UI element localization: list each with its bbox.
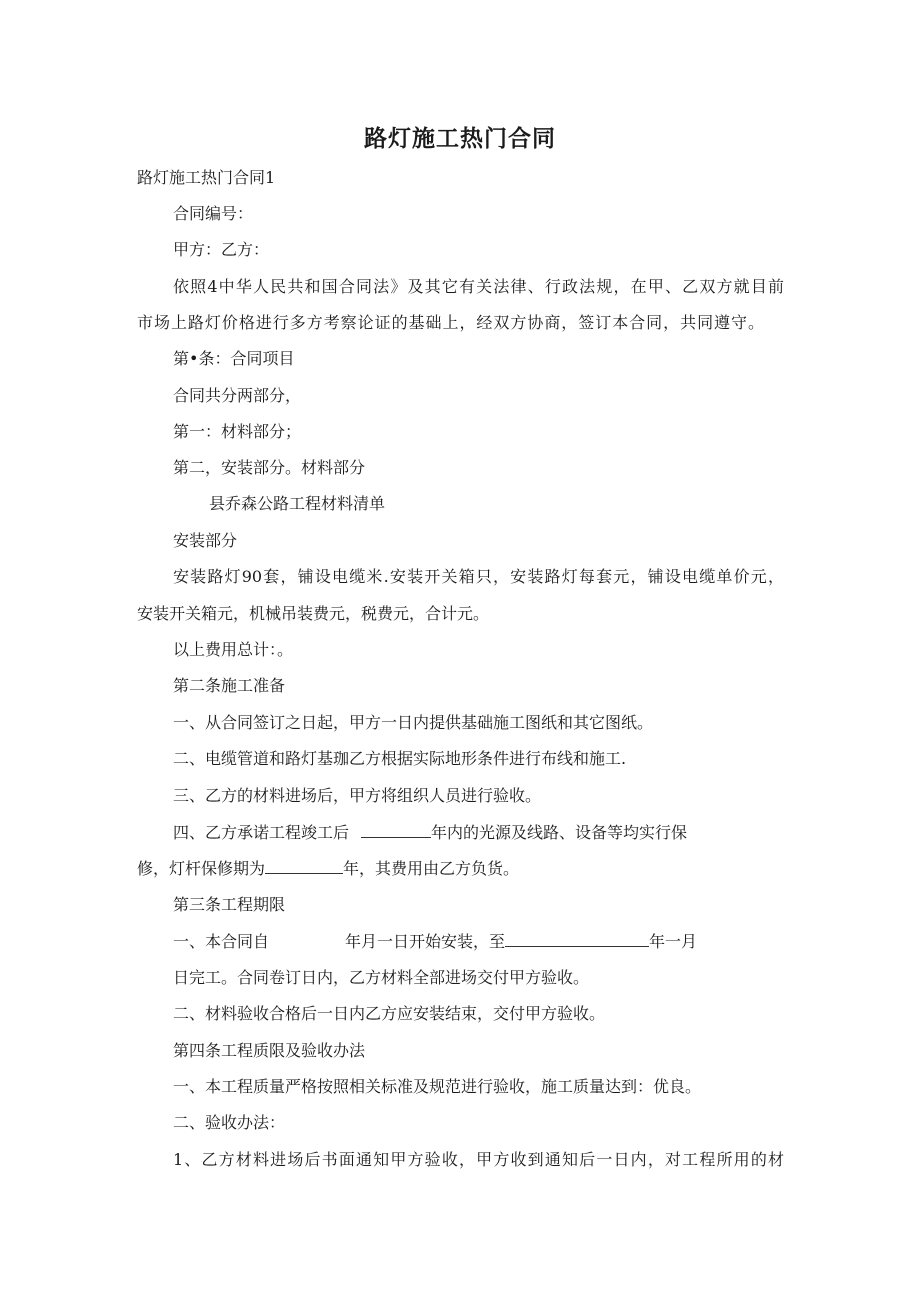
article-heading: 第四条工程质限及验收办法	[173, 1041, 366, 1060]
paragraph-line: 三、乙方的材料进场后，甲方将组织人员进行验收。	[173, 786, 542, 805]
text-segment: 年，其费用由乙方负货。	[343, 859, 520, 878]
paragraph-line: 安装路灯90套，铺设电缆米.安装开关箱只，安装路灯每套元，铺设电缆单价元，	[173, 567, 784, 586]
paragraph-line: 第一：材料部分；	[173, 422, 302, 441]
contract-heading: 路灯施工热门合同1	[137, 168, 276, 187]
paragraph-line: 市场上路灯价格进行多方考察论证的基础上，经双方协商，签订本合同，共同遵守。	[137, 313, 764, 332]
parties-line: 甲方：乙方：	[173, 240, 270, 259]
paragraph-line: 合同共分两部分，	[173, 386, 302, 405]
text-segment: 修，灯杆保修期为	[137, 859, 266, 878]
article-heading: 第三条工程期限	[173, 895, 286, 914]
section-label: 安装部分	[173, 531, 238, 550]
paragraph-line: 一、本工程质量严格按照相关标准及规范进行验收，施工质量达到：优良。	[173, 1077, 702, 1096]
paragraph-line: 以上费用总计：。	[173, 640, 294, 659]
paragraph-line	[173, 931, 697, 952]
text-segment: 一、本合同自	[173, 932, 270, 951]
article-heading: 第•条：合同项目	[173, 349, 295, 368]
document-title: 路灯施工热门合同	[364, 126, 556, 152]
text-segment: 四、乙方承诺工程竣工后	[173, 823, 350, 842]
text-segment: 年一月	[649, 932, 698, 951]
fill-blank	[361, 822, 431, 838]
paragraph-line: 1、乙方材料进场后书面通知甲方验收，甲方收到通知后一日内，对工程所用的材	[173, 1150, 784, 1169]
paragraph-line: 二、电缆管道和路灯基珈乙方根据实际地形条件进行布线和施工.	[173, 749, 627, 768]
paragraph-line: 依照4中华人民共和国合同法》及其它有关法律、行政法规，在甲、乙双方就目前	[173, 277, 784, 296]
article-heading: 第二条施工准备	[173, 676, 286, 695]
fill-blank	[505, 931, 649, 947]
paragraph-line	[137, 858, 519, 879]
paragraph-line: 二、验收办法：	[173, 1113, 286, 1132]
paragraph-line: 二、材料验收合格后一日内乙方应安装结束，交付甲方验收。	[173, 1004, 606, 1023]
text-segment: 年月一日开始安装，至	[345, 932, 506, 951]
fill-blank	[265, 858, 343, 874]
text-segment: 年内的光源及线路、设备等均实行保	[431, 823, 688, 842]
paragraph-line: 一、从合同签订之日起，甲方一日内提供基础施工图纸和其它图纸。	[173, 713, 654, 732]
paragraph-line: 日完工。合同卷订日内，乙方材料全部进场交付甲方验收。	[173, 968, 590, 987]
contract-number-label: 合同编号：	[173, 204, 254, 223]
table-caption: 县乔森公路工程材料清单	[209, 494, 386, 513]
paragraph-line: 第二，安装部分。材料部分	[173, 458, 366, 477]
paragraph-line: 安装开关箱元，机械吊装费元，税费元，合计元。	[137, 604, 490, 623]
paragraph-line	[173, 822, 687, 843]
